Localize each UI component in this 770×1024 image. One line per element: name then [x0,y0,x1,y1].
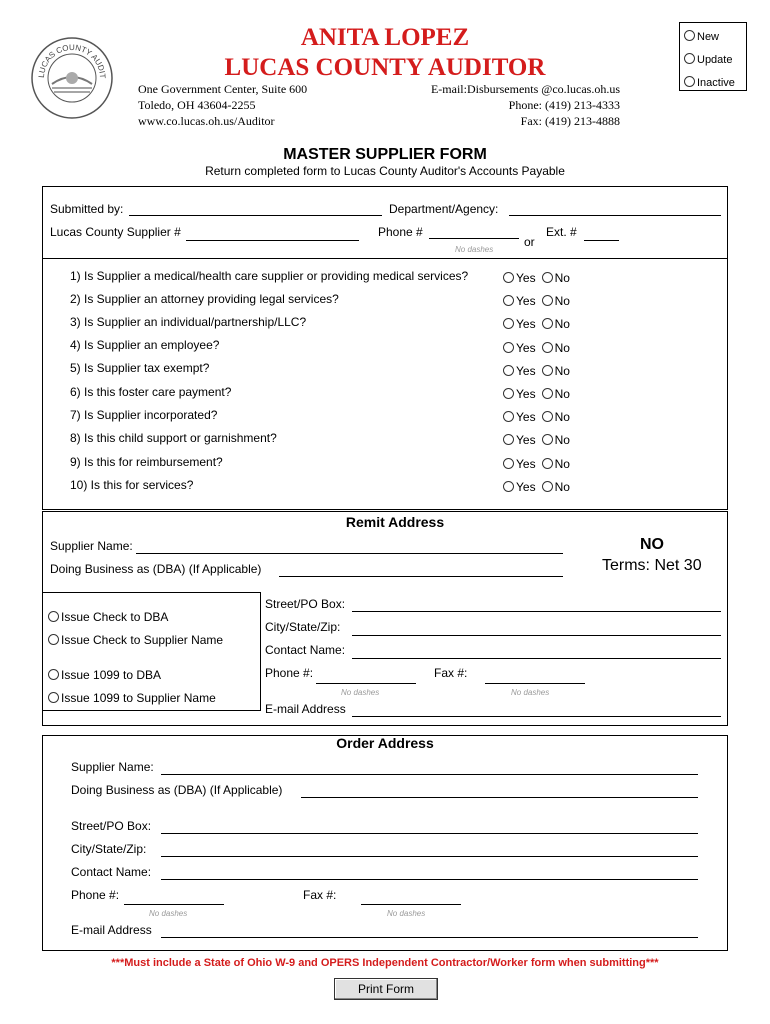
order-fax-field[interactable] [361,904,461,905]
issue-options-box [42,592,261,711]
remit-city-field[interactable] [352,635,721,636]
no-radio[interactable] [542,272,553,283]
terms-label: Terms: Net 30 [602,557,702,574]
remit-phone-field[interactable] [316,683,416,684]
remit-contact-label: Contact Name: [265,643,346,657]
footer-notice: ***Must include a State of Ohio W-9 and OPERS Independent Contractor/Worker form when submitting*** [111,957,659,969]
ext-label: Ext. # [546,225,577,239]
answer-5: Yes No [503,363,576,378]
answer-6: Yes No [503,386,576,401]
no-radio[interactable] [542,318,553,329]
order-phone-label: Phone #: [71,888,120,902]
remit-street-label: Street/PO Box: [265,597,346,611]
radio-icon[interactable] [48,692,59,703]
remit-city-label: City/State/Zip: [265,620,341,634]
contact-phone: Phone: (419) 213-4333 [508,98,620,112]
status-update[interactable]: Update [684,50,732,68]
department-field[interactable] [509,215,721,216]
order-phone-field[interactable] [124,904,224,905]
option-check-dba[interactable]: Issue Check to DBA [48,608,168,626]
option-check-supplier[interactable]: Issue Check to Supplier Name [48,631,223,649]
yes-radio[interactable] [503,295,514,306]
yes-radio[interactable] [503,434,514,445]
order-email-label: E-mail Address [71,923,152,937]
remit-top-border [42,511,728,512]
submitted-by-label: Submitted by: [50,202,124,216]
no-radio[interactable] [542,434,553,445]
radio-icon[interactable] [684,30,695,41]
question-6: 6) Is this foster care payment? [70,385,232,399]
contact-email: E-mail:Disbursements @co.lucas.oh.us [430,82,620,96]
answer-2: Yes No [503,293,576,308]
address-line-2: Toledo, OH 43604-2255 [138,98,256,112]
remit-fax-hint: No dashes [511,688,550,697]
radio-icon[interactable] [684,76,695,87]
order-supplier-name-field[interactable] [161,774,698,775]
order-dba-label: Doing Business as (DBA) (If Applicable) [71,783,283,797]
answer-10: Yes No [503,479,576,494]
remit-supplier-name-field[interactable] [136,553,563,554]
ext-field[interactable] [584,240,619,241]
order-fax-label: Fax #: [303,888,337,902]
phone-label: Phone # [378,225,423,239]
department-label: Department/Agency: [389,202,499,216]
order-city-label: City/State/Zip: [71,842,147,856]
answer-4: Yes No [503,340,576,355]
question-4: 4) Is Supplier an employee? [70,338,220,352]
remit-email-field[interactable] [352,716,721,717]
yes-radio[interactable] [503,342,514,353]
answer-1: Yes No [503,270,576,285]
remit-fax-label: Fax #: [434,666,468,680]
question-2: 2) Is Supplier an attorney providing legal services? [70,292,339,306]
auditor-name: ANITA LOPEZ [300,24,470,51]
question-9: 9) Is this for reimbursement? [70,455,223,469]
order-heading: Order Address [336,735,434,751]
remit-phone-hint: No dashes [341,688,380,697]
yes-radio[interactable] [503,481,514,492]
remit-heading: Remit Address [345,514,445,530]
no-terms-label: NO [640,536,664,553]
remit-phone-label: Phone #: [265,666,314,680]
order-contact-label: Contact Name: [71,865,152,879]
address-line-1: One Government Center, Suite 600 [138,82,308,96]
answer-7: Yes No [503,409,576,424]
question-8: 8) Is this child support or garnishment? [70,431,277,445]
order-street-field[interactable] [161,833,698,834]
no-radio[interactable] [542,388,553,399]
answer-3: Yes No [503,316,576,331]
top-divider [42,258,728,259]
yes-radio[interactable] [503,458,514,469]
question-5: 5) Is Supplier tax exempt? [70,361,210,375]
radio-icon[interactable] [684,53,695,64]
remit-contact-field[interactable] [352,658,721,659]
remit-fax-field[interactable] [485,683,585,684]
no-radio[interactable] [542,411,553,422]
radio-icon[interactable] [48,669,59,680]
website: www.co.lucas.oh.us/Auditor [138,114,275,128]
no-radio[interactable] [542,458,553,469]
phone-hint: No dashes [455,245,494,254]
yes-radio[interactable] [503,411,514,422]
phone-field[interactable] [429,238,519,239]
order-supplier-name-label: Supplier Name: [71,760,154,774]
status-inactive[interactable]: Inactive [684,73,735,91]
order-dba-field[interactable] [301,797,698,798]
auditor-title: LUCAS COUNTY AUDITOR [224,54,546,81]
question-7: 7) Is Supplier incorporated? [70,408,218,422]
order-email-field[interactable] [161,937,698,938]
yes-radio[interactable] [503,318,514,329]
no-radio[interactable] [542,295,553,306]
remit-supplier-name-label: Supplier Name: [50,539,133,553]
remit-bottom-border [42,725,728,726]
question-3: 3) Is Supplier an individual/partnership/LLC? [70,315,307,329]
radio-icon[interactable] [48,634,59,645]
no-radio[interactable] [542,365,553,376]
option-1099-supplier[interactable]: Issue 1099 to Supplier Name [48,689,216,707]
remit-dba-field[interactable] [279,576,563,577]
question-1: 1) Is Supplier a medical/health care supplier or providing medical services? [70,269,469,283]
option-1099-dba[interactable]: Issue 1099 to DBA [48,666,161,684]
order-contact-field[interactable] [161,879,698,880]
yes-radio[interactable] [503,365,514,376]
yes-radio[interactable] [503,272,514,283]
radio-icon[interactable] [48,611,59,622]
yes-radio[interactable] [503,388,514,399]
answer-9: Yes No [503,456,576,471]
supplier-number-label: Lucas County Supplier # [50,225,181,239]
supplier-number-field[interactable] [186,240,359,241]
no-radio[interactable] [542,342,553,353]
remit-dba-label: Doing Business as (DBA) (If Applicable) [50,562,262,576]
no-radio[interactable] [542,481,553,492]
form-title: MASTER SUPPLIER FORM [283,146,487,163]
seal-text: LUCAS COUNTY AUDIT [36,42,108,79]
or-label: or [524,235,535,249]
status-new[interactable]: New [684,27,719,45]
order-fax-hint: No dashes [387,909,426,918]
remit-street-field[interactable] [352,611,721,612]
answer-8: Yes No [503,432,576,447]
question-10: 10) Is this for services? [70,478,194,492]
contact-fax: Fax: (419) 213-4888 [520,114,620,128]
order-city-field[interactable] [161,856,698,857]
print-form-button[interactable]: Print Form [334,978,438,1000]
status-box [679,22,747,91]
submitted-by-field[interactable] [129,215,382,216]
remit-email-label: E-mail Address [265,702,346,716]
form-subtitle: Return completed form to Lucas County Auditor's Accounts Payable [205,164,565,178]
order-street-label: Street/PO Box: [71,819,152,833]
order-phone-hint: No dashes [149,909,188,918]
